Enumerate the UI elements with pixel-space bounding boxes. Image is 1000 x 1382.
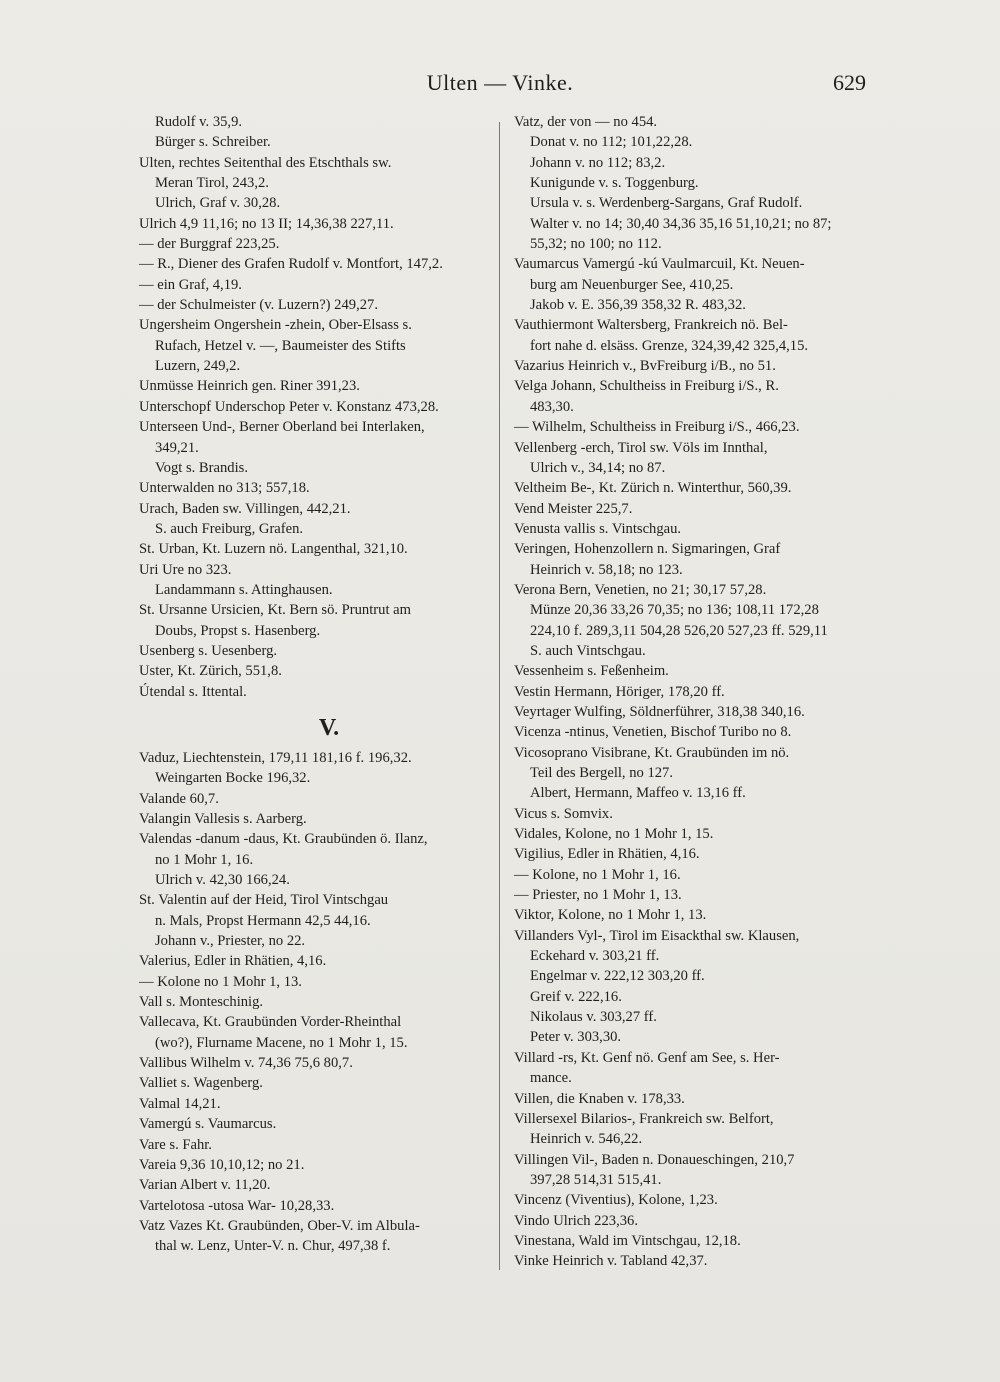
index-entry-line: Vatz, der von — no 454. <box>514 114 658 130</box>
section-heading: V. <box>318 714 340 741</box>
index-entry-line: Vartelotosa -utosa War- 10,28,33. <box>139 1197 335 1214</box>
right-column <box>514 112 870 1272</box>
index-entry-line: Veltheim Be-, Kt. Zürich n. Winterthur, 560,39. <box>514 480 792 497</box>
index-entry-line: — Kolone, no 1 Mohr 1, 16. <box>514 866 681 883</box>
index-entry-line: Valerius, Edler in Rhätien, 4,16. <box>139 953 327 970</box>
index-entry-line: Venusta vallis s. Vintschgau. <box>514 520 682 537</box>
index-entry-line: Ulrich 4,9 11,16; no 13 II; 14,36,38 227,11. <box>139 215 394 232</box>
index-entry-line: Vaduz, Liechtenstein, 179,11 181,16 f. 196,32. <box>139 749 412 766</box>
index-entry-line: Walter v. no 14; 30,40 34,36 35,16 51,10,21; no 87; <box>530 215 832 232</box>
index-entry-line: Uri Ure no 323. <box>139 561 232 578</box>
index-entry-line: Valendas -danum -daus, Kt. Graubünden ö. Ilanz, <box>139 831 428 848</box>
index-entry-line: Unterschopf Underschop Peter v. Konstanz 473,28. <box>139 398 439 415</box>
index-entry-line: Vallibus Wilhelm v. 74,36 75,6 80,7. <box>139 1055 353 1072</box>
index-entry-line: St. Urban, Kt. Luzern nö. Langenthal, 321,10. <box>139 541 408 558</box>
index-entry-line: Villersexel Bilarios-, Frankreich sw. Belfort, <box>514 1110 774 1127</box>
page-number: 629 <box>833 70 866 95</box>
index-entry-line: Heinrich v. 546,22. <box>530 1131 643 1148</box>
index-entry-line: Vinestana, Wald im Vintschgau, 12,18. <box>514 1232 741 1249</box>
index-entry-line: Greif v. 222,16. <box>530 988 622 1005</box>
index-entry-line: Engelmar v. 222,12 303,20 ff. <box>530 968 705 985</box>
index-entry-line: Valande 60,7. <box>139 790 219 807</box>
index-entry-line: thal w. Lenz, Unter-V. n. Chur, 497,38 f. <box>155 1238 391 1255</box>
index-entry-line: Jakob v. E. 356,39 358,32 R. 483,32. <box>530 297 746 314</box>
index-entry-line: Vend Meister 225,7. <box>514 500 633 517</box>
index-entry-line: Vidales, Kolone, no 1 Mohr 1, 15. <box>514 826 714 843</box>
index-entry-line: Vindo Ulrich 223,36. <box>514 1212 638 1229</box>
index-entry-line: Münze 20,36 33,26 70,35; no 136; 108,11 172,28 <box>530 602 819 619</box>
index-entry-line: Teil des Bergell, no 127. <box>530 765 674 781</box>
index-entry-line: Johann v. no 112; 83,2. <box>530 154 666 171</box>
index-entry-line: Uster, Kt. Zürich, 551,8. <box>139 663 282 680</box>
index-entry-line: Vatz Vazes Kt. Graubünden, Ober-V. im Albula- <box>139 1217 420 1234</box>
index-entry-line: Vicus s. Somvix. <box>514 805 613 822</box>
index-entry-line: Weingarten Bocke 196,32. <box>155 770 311 787</box>
column-divider <box>499 122 500 1270</box>
index-entry-line: Varian Albert v. 11,20. <box>139 1177 271 1194</box>
index-entry-line: Peter v. 303,30. <box>530 1029 622 1046</box>
index-entry-line: Vigilius, Edler in Rhätien, 4,16. <box>514 846 700 863</box>
index-entry-line: Heinrich v. 58,18; no 123. <box>530 561 683 578</box>
index-entry-line: Ulrich, Graf v. 30,28. <box>155 195 281 212</box>
running-header: Ulten — Vinke. <box>426 70 574 95</box>
index-entry-line: 397,28 514,31 515,41. <box>530 1171 662 1188</box>
index-entry-line: Luzern, 249,2. <box>155 358 241 375</box>
index-entry-line: — R., Diener des Grafen Rudolf v. Montfort, 147,2. <box>139 256 443 273</box>
index-entry-line: Ulten, rechtes Seitenthal des Etschthals sw. <box>139 154 392 171</box>
index-entry-line: Johann v., Priester, no 22. <box>155 933 306 950</box>
index-entry-line: Rudolf v. 35,9. <box>155 114 243 130</box>
index-entry-line: Vestin Hermann, Höriger, 178,20 ff. <box>514 683 725 700</box>
index-entry-line: burg am Neuenburger See, 410,25. <box>530 276 734 293</box>
index-entry-line: — Kolone no 1 Mohr 1, 13. <box>139 973 302 990</box>
index-entry-line: Vall s. Monteschinig. <box>139 994 264 1011</box>
index-entry-line: Verona Bern, Venetien, no 21; 30,17 57,28. <box>514 581 767 598</box>
index-entry-line: Veringen, Hohenzollern n. Sigmaringen, Graf <box>514 541 781 558</box>
index-entry-line: Vicosoprano Visibrane, Kt. Graubünden im nö. <box>514 744 790 761</box>
index-entry-line: Usenberg s. Uesenberg. <box>139 642 278 659</box>
index-entry-line: mance. <box>530 1070 572 1087</box>
index-entry-line: Vare s. Fahr. <box>139 1136 212 1153</box>
index-entry-line: fort nahe d. elsäss. Grenze, 324,39,42 325,4,15. <box>530 337 809 354</box>
index-entry-line: Viktor, Kolone, no 1 Mohr 1, 13. <box>514 907 707 924</box>
index-entry-line: — der Schulmeister (v. Luzern?) 249,27. <box>139 297 378 314</box>
index-entry-line: Ulrich v., 34,14; no 87. <box>530 459 666 476</box>
index-entry-line: Unterseen Und-, Berner Oberland bei Interlaken, <box>139 419 425 436</box>
index-entry-line: Velga Johann, Schultheiss in Freiburg i/S., R. <box>514 378 779 395</box>
index-entry-line: Vogt s. Brandis. <box>155 459 248 476</box>
index-entry-line: Villingen Vil-, Baden n. Donaueschingen, 210,7 <box>514 1151 795 1168</box>
index-entry-line: Vellenberg -erch, Tirol sw. Völs im Innthal, <box>514 439 768 456</box>
index-entry-line: Kunigunde v. s. Toggenburg. <box>530 175 699 192</box>
index-entry-line: St. Valentin auf der Heid, Tirol Vintschgau <box>139 892 389 909</box>
index-entry-line: Ulrich v. 42,30 166,24. <box>155 872 290 889</box>
index-entry-line: Rufach, Hetzel v. —, Baumeister des Stifts <box>155 337 406 354</box>
index-entry-line: Vicenza -ntinus, Venetien, Bischof Turibo no 8. <box>514 724 792 741</box>
index-entry-line: Vamergú s. Vaumarcus. <box>139 1116 277 1133</box>
index-entry-line: — Priester, no 1 Mohr 1, 13. <box>514 887 682 904</box>
index-entry-line: Vauthiermont Waltersberg, Frankreich nö. Bel- <box>514 317 788 334</box>
index-entry-line: Unmüsse Heinrich gen. Riner 391,23. <box>139 378 360 395</box>
index-entry-line: St. Ursanne Ursicien, Kt. Bern sö. Pruntrut am <box>139 602 411 619</box>
index-entry-line: Vinke Heinrich v. Tabland 42,37. <box>514 1253 708 1270</box>
index-entry-line: Villen, die Knaben v. 178,33. <box>514 1090 685 1107</box>
index-entry-line: Valmal 14,21. <box>139 1095 221 1112</box>
index-entry-line: Donat v. no 112; 101,22,28. <box>530 134 693 151</box>
index-entry-line: Vareia 9,36 10,10,12; no 21. <box>139 1156 305 1173</box>
index-entry-line: S. auch Vintschgau. <box>530 642 646 659</box>
index-entry-line: — Wilhelm, Schultheiss in Freiburg i/S., 466,23. <box>514 419 800 436</box>
index-entry-line: Meran Tirol, 243,2. <box>155 175 269 192</box>
index-entry-line: 483,30. <box>530 398 574 415</box>
index-entry-line: no 1 Mohr 1, 16. <box>155 851 254 868</box>
index-entry-line: Villanders Vyl-, Tirol im Eisackthal sw. Klausen, <box>514 927 800 944</box>
index-entry-line: Vazarius Heinrich v., BvFreiburg i/B., no 51. <box>514 358 776 375</box>
index-entry-line: Urach, Baden sw. Villingen, 442,21. <box>139 500 351 517</box>
index-entry-line: Vincenz (Viventius), Kolone, 1,23. <box>514 1192 718 1209</box>
left-column <box>139 112 491 1257</box>
index-entry-line: — ein Graf, 4,19. <box>139 276 242 293</box>
index-entry-line: Unterwalden no 313; 557,18. <box>139 480 310 497</box>
index-entry-line: Eckehard v. 303,21 ff. <box>530 948 660 965</box>
index-entry-line: n. Mals, Propst Hermann 42,5 44,16. <box>155 912 371 929</box>
index-entry-line: Vallecava, Kt. Graubünden Vorder-Rheinthal <box>139 1014 402 1031</box>
index-entry-line: (wo?), Flurname Macene, no 1 Mohr 1, 15. <box>155 1034 408 1051</box>
index-entry-line: Nikolaus v. 303,27 ff. <box>530 1009 657 1026</box>
index-entry-line: Albert, Hermann, Maffeo v. 13,16 ff. <box>530 785 746 802</box>
index-entry-line: 55,32; no 100; no 112. <box>530 236 662 253</box>
index-entry-line: — der Burggraf 223,25. <box>139 236 280 253</box>
index-entry-line: Ungersheim Ongershein -zhein, Ober-Elsass s. <box>139 317 412 334</box>
index-entry-line: Bürger s. Schreiber. <box>155 134 271 151</box>
index-entry-line: 349,21. <box>155 439 199 456</box>
index-entry-line: S. auch Freiburg, Grafen. <box>155 520 304 537</box>
index-entry-line: Vaumarcus Vamergú -kú Vaulmarcuil, Kt. Neuen- <box>514 256 805 273</box>
index-entry-line: Veyrtager Wulfing, Söldnerführer, 318,38 340,16. <box>514 703 805 720</box>
index-entry-line: Villard -rs, Kt. Genf nö. Genf am See, s. Her- <box>514 1049 780 1066</box>
index-entry-line: Valangin Vallesis s. Aarberg. <box>139 811 307 827</box>
index-entry-line: 224,10 f. 289,3,11 504,28 526,20 527,23 ff. 529,11 <box>530 622 828 639</box>
index-entry-line: Landammann s. Attinghausen. <box>155 581 333 598</box>
index-entry-line: Ursula v. s. Werdenberg-Sargans, Graf Rudolf. <box>530 195 803 212</box>
index-entry-line: Útendal s. Ittental. <box>139 683 247 700</box>
index-entry-line: Vessenheim s. Feßenheim. <box>514 663 669 680</box>
index-entry-line: Valliet s. Wagenberg. <box>139 1075 263 1092</box>
index-entry-line: Doubs, Propst s. Hasenberg. <box>155 622 321 639</box>
